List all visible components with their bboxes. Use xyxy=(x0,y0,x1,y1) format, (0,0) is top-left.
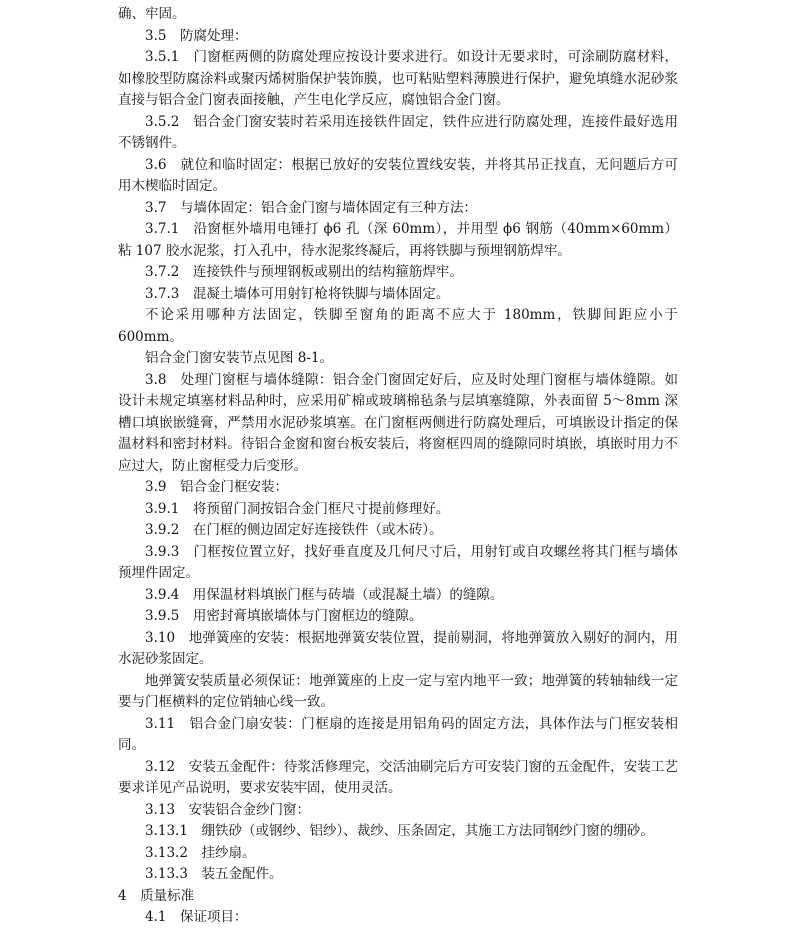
paragraph: 3.7 与墙体固定：铝合金门窗与墙体固定有三种方法： xyxy=(145,199,477,216)
paragraph: 3.9 铝合金门框安装： xyxy=(145,479,288,495)
paragraph: 3.13 安装铝合金纱门窗： xyxy=(145,801,311,818)
paragraph: 3.7.1 沿窗框外墙用电锤打 ϕ6 孔（深 60mm），并用型 ϕ6 钢筋（40mm×60mm）粘 107 胶水泥浆，打入孔中，待水泥浆终凝后，再将铁脚与预埋钢筋焊牢。 xyxy=(118,221,678,259)
paragraph: 3.9.3 门框按位置立好，找好垂直度及几何尺寸后，用射钉或自攻螺丝将其门框与墙体预埋件固定。 xyxy=(118,543,678,581)
paragraph: 不论采用哪种方法固定，铁脚至窗角的距离不应大于 180mm，铁脚间距应小于 600mm。 xyxy=(118,307,678,345)
document-page xyxy=(118,4,678,929)
paragraph: 3.10 地弹簧座的安装：根据地弹簧安装位置，提前剔洞，将地弹簧放入剔好的洞内，用水泥砂浆固定。 xyxy=(118,629,678,667)
paragraph: 3.7.3 混凝土墙体可用射钉枪将铁脚与墙体固定。 xyxy=(145,285,450,302)
paragraph: 3.5.2 铝合金门窗安装时若采用连接铁件固定，铁件应进行防腐处理，连接件最好选用不锈钢件。 xyxy=(118,113,678,151)
paragraph: 3.13.3 装五金配件。 xyxy=(145,866,283,882)
paragraph: 3.8 处理门窗框与墙体缝隙：铝合金门窗固定好后，应及时处理门窗框与墙体缝隙。如设计未规定填塞材料品种时，应采用矿棉或玻璃棉毡条与层填塞缝隙，外表面留 5～8mm 深槽口填嵌嵌缝膏，严禁用水泥砂浆填塞。在门窗框两侧进行防腐处理后，可填嵌设计指定的保温材料和密封材料。待铝合金窗和窗台板安装后，将窗框四周的缝隙同时填嵌，填嵌时用力不应过大，防止窗框受力后变形。 xyxy=(118,371,678,474)
paragraph: 4 质量标准 xyxy=(118,887,195,904)
paragraph: 3.7.2 连接铁件与预埋钢板或剔出的结构箍筋焊牢。 xyxy=(145,264,463,280)
paragraph: 3.13.1 绷铁砂（或钢纱、铝纱）、裁纱、压条固定，其施工方法同钢纱门窗的绷砂。 xyxy=(145,823,654,839)
paragraph: 4.1 保证项目： xyxy=(145,909,248,925)
paragraph: 3.5 防腐处理： xyxy=(145,27,248,44)
paragraph: 3.13.2 挂纱扇。 xyxy=(145,844,256,861)
paragraph: 铝合金门窗安装节点见图 8-1。 xyxy=(145,350,334,366)
paragraph: 3.6 就位和临时固定：根据已放好的安装位置线安装，并将其吊正找直，无问题后方可用木楔临时固定。 xyxy=(118,156,678,194)
paragraph: 3.9.1 将预留门洞按铝合金门框尺寸提前修理好。 xyxy=(145,500,450,517)
paragraph: 地弹簧安装质量必须保证：地弹簧座的上皮一定与室内地平一致；地弹簧的转轴轴线一定要与门框横料的定位销轴心线一致。 xyxy=(118,672,678,710)
paragraph: 3.9.5 用密封膏填嵌墙体与门窗框边的缝隙。 xyxy=(145,608,423,624)
paragraph: 3.5.1 门窗框两侧的防腐处理应按设计要求进行。如设计无要求时，可涂刷防腐材料，如橡胶型防腐涂料或聚丙烯树脂保护装饰膜，也可粘贴塑料薄膜进行保护，避免填缝水泥砂浆直接与铝合金门窗表面接触，产生电化学反应，腐蚀铝合金门窗。 xyxy=(118,49,678,108)
paragraph: 3.11 铝合金门扇安装：门框扇的连接是用铝角码的固定方法，具体作法与门框安装相同。 xyxy=(118,715,678,753)
paragraph: 3.12 安装五金配件：待浆活修理完，交活油刷完后方可安装门窗的五金配件，安装工艺要求详见产品说明，要求安装牢固，使用灵活。 xyxy=(118,758,678,796)
paragraph: 确、牢固。 xyxy=(118,6,186,22)
paragraph: 3.9.4 用保温材料填嵌门框与砖墙（或混凝土墙）的缝隙。 xyxy=(145,586,504,603)
paragraph: 3.9.2 在门框的侧边固定好连接铁件（或木砖）。 xyxy=(145,522,443,538)
